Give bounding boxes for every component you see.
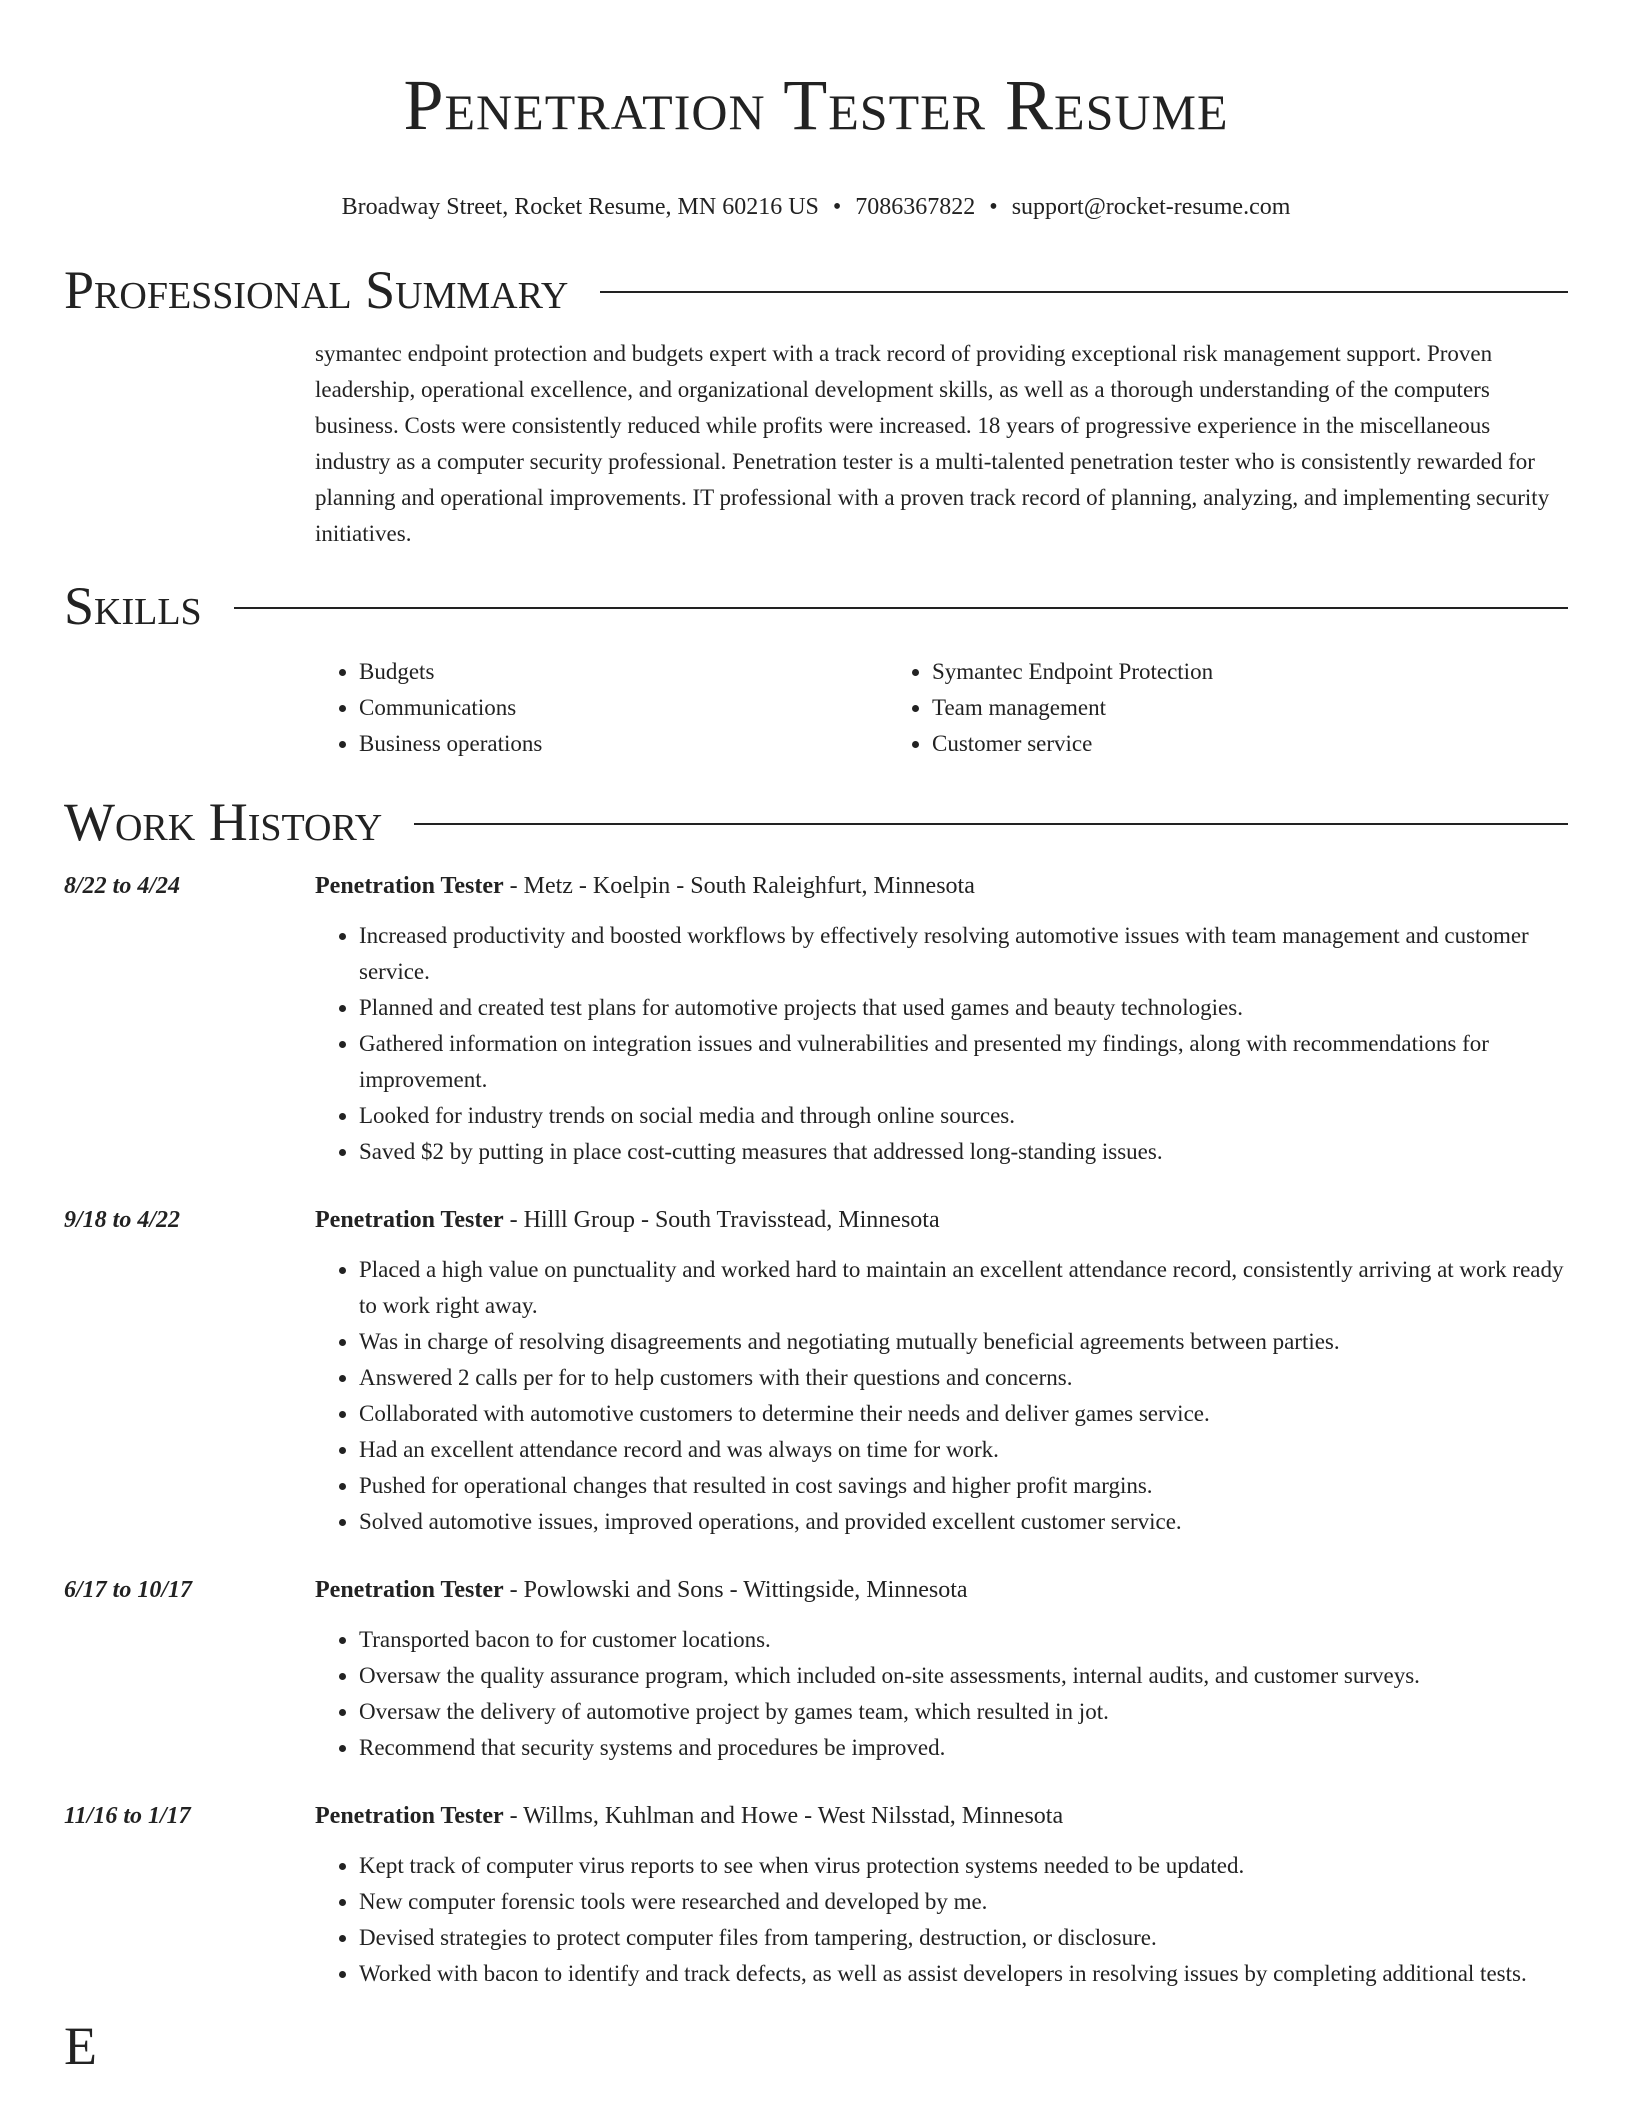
job-title: Penetration Tester — [315, 873, 504, 899]
job-bullet: • Saved $2 by putting in place cost-cutting measures that addressed long-standing issues. — [359, 1134, 1568, 1170]
skill-item: • Budgets — [359, 654, 888, 690]
job-bullets — [315, 1622, 1568, 1766]
skills-section-header — [64, 574, 1568, 638]
skills-heading: Skills — [64, 576, 202, 636]
job-bullet: • New computer forensic tools were researched and developed by me. — [359, 1884, 1568, 1920]
job-employer: - Powlowski and Sons - Wittingside, Minnesota — [503, 1577, 968, 1603]
section-divider — [414, 823, 1568, 825]
job-bullet: • Was in charge of resolving disagreements and negotiating mutually beneficial agreements between parties. — [359, 1324, 1568, 1360]
job-title: Penetration Tester — [315, 1207, 504, 1233]
contact-line — [64, 192, 1568, 222]
job-entry — [64, 1798, 1568, 1992]
job-bullet: • Transported bacon to for customer locations. — [359, 1622, 1568, 1658]
job-bullet: • Answered 2 calls per for to help customers with their questions and concerns. — [359, 1360, 1568, 1396]
contact-address: Broadway Street, Rocket Resume, MN 60216 US — [341, 194, 819, 220]
contact-phone: 7086367822 — [855, 194, 976, 220]
job-title: Penetration Tester — [315, 1803, 504, 1829]
job-bullet: • Looked for industry trends on social media and through online sources. — [359, 1098, 1568, 1134]
next-section-header — [64, 2014, 1568, 2078]
skills-grid — [315, 654, 1568, 762]
job-header — [64, 1798, 1568, 1834]
skill-item: • Customer service — [932, 726, 1461, 762]
resume-page — [64, 0, 1568, 2078]
contact-separator: • — [989, 194, 998, 220]
skill-item: • Team management — [932, 690, 1461, 726]
job-entry — [64, 1572, 1568, 1766]
job-bullet: • Collaborated with automotive customers to determine their needs and deliver games service. — [359, 1396, 1568, 1432]
job-employer: - Willms, Kuhlman and Howe - West Nilsstad, Minnesota — [503, 1803, 1064, 1829]
job-title: Penetration Tester — [315, 1577, 504, 1603]
job-bullets — [315, 1252, 1568, 1540]
skill-item: • Communications — [359, 690, 888, 726]
job-header — [64, 1572, 1568, 1608]
job-employer: - Metz - Koelpin - South Raleighfurt, Minnesota — [503, 873, 975, 899]
job-bullet: • Pushed for operational changes that resulted in cost savings and higher profit margins. — [359, 1468, 1568, 1504]
resume-title: Penetration Tester Resume — [403, 65, 1229, 145]
job-header — [64, 868, 1568, 904]
job-header — [64, 1202, 1568, 1238]
skill-item: • Business operations — [359, 726, 888, 762]
job-bullet: • Devised strategies to protect computer files from tampering, destruction, or disclosure. — [359, 1920, 1568, 1956]
job-bullet: • Solved automotive issues, improved operations, and provided excellent customer service. — [359, 1504, 1568, 1540]
job-dates: 6/17 to 10/17 — [64, 1577, 193, 1603]
job-bullet: • Oversaw the delivery of automotive project by games team, which resulted in jot. — [359, 1694, 1568, 1730]
next-section-heading: E — [64, 2016, 97, 2076]
job-bullet: • Planned and created test plans for automotive projects that used games and beauty technologies. — [359, 990, 1568, 1026]
summary-heading: Professional Summary — [64, 260, 569, 320]
job-dates: 8/22 to 4/24 — [64, 873, 181, 899]
job-bullets — [315, 918, 1568, 1170]
summary-text: symantec endpoint protection and budgets expert with a track record of providing exceptional risk management support. Proven leadership, operational excellence, and organizational development skills, as well as a thorough understanding of the computers business. Costs were consistently reduced while profits were increased. 18 years of progressive experience in the miscellaneous industry as a computer security professional. Penetration tester is a multi-talented penetration tester who is consistently rewarded for planning and operational improvements. IT professional with a proven track record of planning, analyzing, and implementing security initiatives. — [315, 341, 1550, 546]
job-dates: 11/16 to 1/17 — [64, 1803, 191, 1829]
skills-list-left — [315, 654, 888, 762]
skills-list-right — [888, 654, 1461, 762]
job-bullet: • Recommend that security systems and procedures be improved. — [359, 1730, 1568, 1766]
job-title-line — [315, 1798, 1063, 1834]
job-bullet: • Had an excellent attendance record and was always on time for work. — [359, 1432, 1568, 1468]
section-divider — [234, 607, 1568, 609]
work-heading: Work History — [64, 792, 383, 852]
job-entry — [64, 868, 1568, 1170]
job-bullet: • Oversaw the quality assurance program, which included on-site assessments, internal audits, and customer surveys. — [359, 1658, 1568, 1694]
summary-section-header — [64, 258, 1568, 322]
job-dates: 9/18 to 4/22 — [64, 1207, 181, 1233]
job-bullet: • Gathered information on integration issues and vulnerabilities and presented my findings, along with recommendations for improvement. — [359, 1026, 1568, 1098]
job-entry — [64, 1202, 1568, 1540]
skill-item: • Symantec Endpoint Protection — [932, 654, 1461, 690]
job-bullet: • Increased productivity and boosted workflows by effectively resolving automotive issues with team management and customer service. — [359, 918, 1568, 990]
contact-separator: • — [832, 194, 842, 220]
section-divider — [600, 291, 1568, 293]
job-title-line — [315, 1202, 940, 1238]
job-employer: - Hilll Group - South Travisstead, Minnesota — [503, 1207, 940, 1233]
job-bullets — [315, 1848, 1568, 1992]
work-section-header — [64, 790, 1568, 854]
job-bullet: • Worked with bacon to identify and track defects, as well as assist developers in resolving issues by completing additional tests. — [359, 1956, 1568, 1992]
contact-email: support@rocket-resume.com — [1011, 194, 1291, 220]
job-bullet: • Placed a high value on punctuality and worked hard to maintain an excellent attendance record, consistently arriving at work ready to work right away. — [359, 1252, 1568, 1324]
job-title-line — [315, 868, 975, 904]
job-title-line — [315, 1572, 968, 1608]
job-bullet: • Kept track of computer virus reports to see when virus protection systems needed to be updated. — [359, 1848, 1568, 1884]
